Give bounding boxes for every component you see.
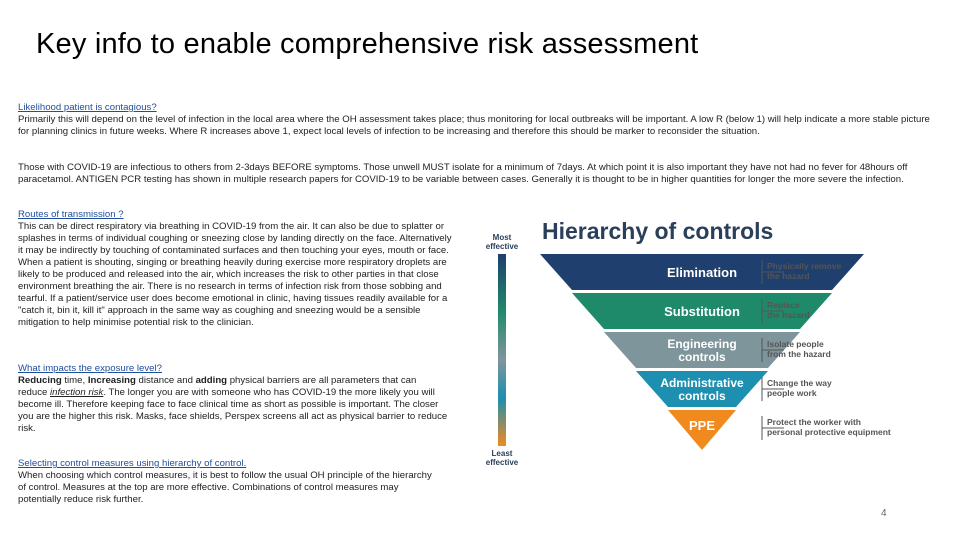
hierarchy-level-note: Change the way: [767, 378, 832, 388]
most-effective-label-1: Most: [492, 233, 512, 242]
exposure-section: [18, 363, 448, 435]
hierarchy-level-note: Protect the worker with: [767, 417, 861, 427]
control-section: [18, 458, 438, 506]
exposure-text-2: distance and: [135, 375, 196, 386]
exposure-bold-adding: adding: [195, 375, 228, 386]
hierarchy-level-note: from the hazard: [767, 349, 831, 359]
hierarchy-level-note: personal protective equipment: [767, 427, 891, 437]
contagious-section: [18, 102, 938, 138]
hierarchy-level-label: Elimination: [666, 265, 738, 280]
hierarchy-of-controls-diagram: [470, 208, 930, 470]
hierarchy-level-note: the hazard: [767, 310, 810, 320]
routes-body: This can be direct respiratory via breathing in COVID-19 from the air. It can also be due to splatter or splashes in terms of individual coughing or sneezing close by landing directly on the face. Alternatively it may be indirectly by touching of contaminated surfaces and then touching your eyes, mouth or face. When a patient is shouting, singing or breathing heavily during exercise more respiratory droplets are likely to be produced and released into the air, which increases the risk to other parties in that close environment breathing the air. There is no research in terms of infection risk from those sobbing and tearful. If a patient/service user does become emotional in clinic, having tissues readily available for a "catch it, bin it, kill it" approach in the same way as coughing and sneezing would be a sensible mitigation to help minimise potential risk to the clinician.: [18, 221, 452, 328]
exposure-bold-reducing: Reducing: [18, 375, 62, 386]
hierarchy-level-label: Administrative: [660, 376, 744, 390]
routes-heading[interactable]: Routes of transmission ?: [18, 209, 124, 220]
hierarchy-level-label: PPE: [688, 418, 716, 433]
exposure-text-4: . The longer you are with someone who has COVID-19 the more likely you will become ill. Therefore keeping face to face clinical time as short as possible is important. The closer you are the higher this risk. Masks, face shields, Perspex screens all act as physical barrier to reduce risk.: [18, 387, 448, 434]
hierarchy-level-label: Engineering: [667, 337, 737, 351]
infectious-body: Those with COVID-19 are infectious to others from 2-3days BEFORE symptoms. Those unwell MUST isolate for a minimum of 7days. At which point it is also important they have not had no fever for 48hours off paracetamol. ANTIGEN PCR testing has shown in multiple research papers for COVID-19 to be variable between cases. Generally it is thought to be in higher quantities for longer the more severe the infection.: [18, 162, 908, 185]
hierarchy-level-label: Substitution: [664, 304, 740, 319]
hierarchy-level-note: Replace: [767, 300, 800, 310]
hierarchy-level-label: controls: [678, 389, 726, 403]
control-heading[interactable]: Selecting control measures using hierarchy of control.: [18, 458, 247, 469]
exposure-text-1: time,: [61, 375, 88, 386]
hierarchy-level-label: controls: [678, 350, 726, 364]
routes-section: [18, 209, 458, 329]
hierarchy-level-note: Isolate people: [767, 339, 824, 349]
exposure-infection-risk: infection risk: [50, 387, 104, 398]
effectiveness-arrow: [498, 254, 506, 446]
hierarchy-title: Hierarchy of controls: [542, 218, 774, 244]
exposure-heading[interactable]: What impacts the exposure level?: [18, 363, 162, 374]
hierarchy-level-note: Physically remove: [767, 261, 842, 271]
exposure-body: [18, 375, 448, 435]
page-title: Key info to enable comprehensive risk assessment: [36, 28, 699, 60]
exposure-bold-increasing: Increasing: [87, 375, 136, 386]
hierarchy-level-note: the hazard: [767, 271, 810, 281]
contagious-body: Primarily this will depend on the level of infection in the local area where the OH assessment takes place; thus monitoring for local outbreaks will be important. A low R (below 1) will help indicate a more stable picture for planning clinics in future weeks. Where R increases above 1, expect local levels of infection to be increasing and therefore this should be marker to reconsider the situation.: [18, 114, 930, 137]
hierarchy-level-note: people work: [767, 388, 817, 398]
most-effective-label-2: effective: [485, 242, 519, 251]
hierarchy-levels: [540, 254, 891, 450]
infectious-section: [18, 162, 938, 186]
page-number: 4: [881, 508, 887, 519]
exposure-text-3: physical barriers are all parameters that can reduce: [18, 375, 417, 398]
least-effective-label-1: Least: [491, 449, 513, 458]
least-effective-label-2: effective: [485, 458, 519, 467]
contagious-heading[interactable]: Likelihood patient is contagious?: [18, 102, 157, 113]
control-body: When choosing which control measures, it is best to follow the usual OH principle of the hierarchy of control. Measures at the top are more effective. Combinations of control measures may potentially reduce risk further.: [18, 470, 432, 505]
